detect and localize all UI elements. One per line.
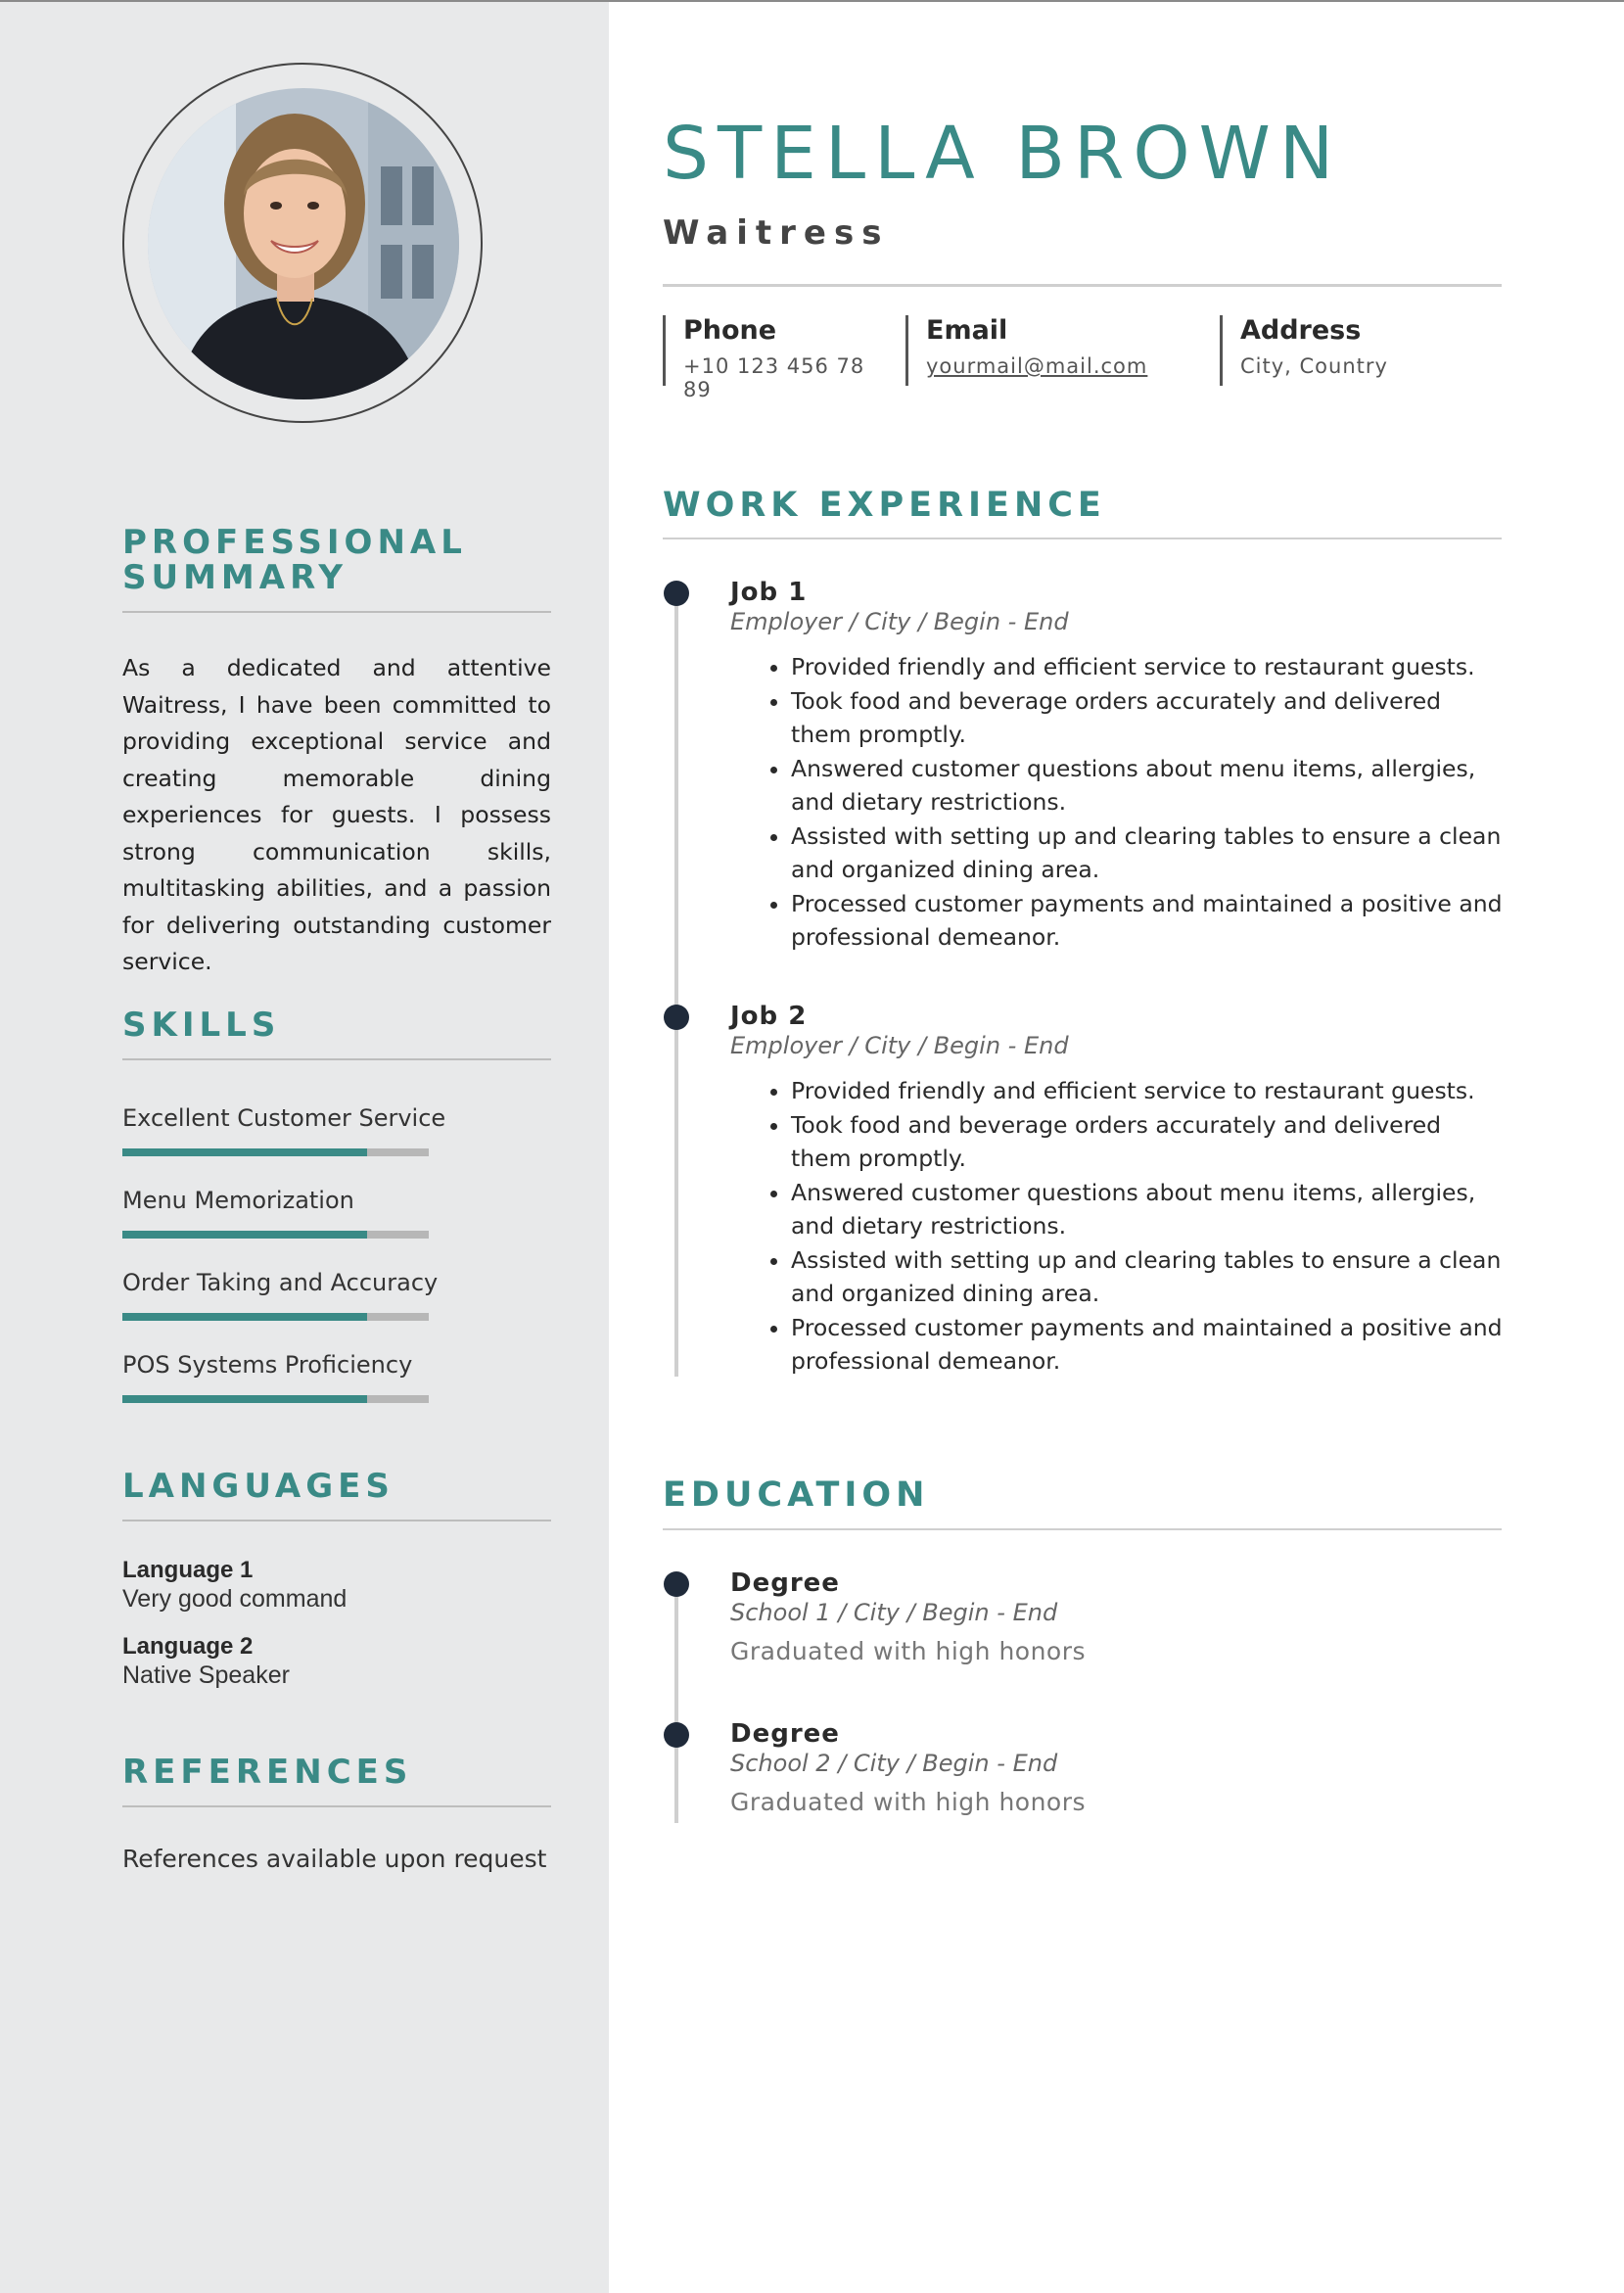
- bullet-item: • Assisted with setting up and clearing tables to ensure a clean and organized dining area.: [791, 1243, 1504, 1311]
- job-subtitle: Employer / City / Begin - End: [730, 608, 1069, 635]
- timeline-dot: [664, 1005, 689, 1030]
- work-experience-heading: WORK EXPERIENCE: [663, 486, 1106, 525]
- skill-bar: [122, 1395, 429, 1403]
- skill-item: [122, 1186, 551, 1239]
- skills-list: [122, 1103, 551, 1403]
- bullet-item: • Provided friendly and efficient service to restaurant guests.: [791, 1074, 1504, 1108]
- email-label: Email: [926, 315, 1008, 346]
- timeline-dot: [664, 1722, 689, 1748]
- summary-text: As a dedicated and attentive Waitress, I have been committed to providing exceptional service and creating memorable dining experiences for guests. I possess strong communication skills, multitasking abilities, and a passion for delivering outstanding customer service.: [122, 654, 551, 975]
- education-timeline-line: [674, 1584, 678, 1823]
- header-divider: [663, 284, 1502, 287]
- references-text: References available upon request: [122, 1845, 547, 1873]
- divider: [122, 1805, 551, 1807]
- timeline-dot: [664, 581, 689, 606]
- bullet-item: • Answered customer questions about menu items, allergies, and dietary restrictions.: [791, 1176, 1504, 1243]
- email-link[interactable]: yourmail@mail.com: [926, 354, 1148, 378]
- profile-photo: [148, 88, 459, 399]
- divider: [122, 1520, 551, 1521]
- bullet-item: • Processed customer payments and maintained a positive and professional demeanor.: [791, 887, 1504, 955]
- education-note: Graduated with high honors: [730, 1788, 1087, 1816]
- skill-bar: [122, 1231, 429, 1239]
- skill-item: [122, 1268, 551, 1321]
- job-subtitle: Employer / City / Begin - End: [730, 1032, 1069, 1059]
- bullet-item: • Provided friendly and efficient service to restaurant guests.: [791, 650, 1504, 684]
- job-entry: [730, 1002, 1504, 1379]
- timeline-dot: [664, 1571, 689, 1597]
- divider: [122, 611, 551, 613]
- references-heading: REFERENCES: [122, 1753, 413, 1792]
- candidate-name: STELLA BROWN: [663, 112, 1343, 196]
- skill-bar-fill: [122, 1148, 367, 1156]
- summary-heading: [122, 525, 551, 595]
- job-bullets: [730, 650, 1504, 955]
- job-entry: [730, 578, 1504, 955]
- divider: [663, 538, 1502, 539]
- bullet-item: • Assisted with setting up and clearing tables to ensure a clean and organized dining area.: [791, 819, 1504, 887]
- bullet-item: • Answered customer questions about menu items, allergies, and dietary restrictions.: [791, 752, 1504, 819]
- languages-heading: LANGUAGES: [122, 1467, 394, 1506]
- language-level: Very good command: [122, 1585, 348, 1613]
- phone-label: Phone: [683, 315, 777, 346]
- divider: [122, 1058, 551, 1060]
- bullet-item: • Took food and beverage orders accurately and delivered them promptly.: [791, 1108, 1504, 1176]
- education-entry: [730, 1719, 1504, 1816]
- skill-label: Excellent Customer Service: [122, 1104, 446, 1132]
- summary-heading-line2: SUMMARY: [122, 558, 348, 597]
- phone-value: +10 123 456 78 89: [683, 354, 865, 401]
- language-item: [122, 1633, 551, 1690]
- bullet-item: • Took food and beverage orders accurately and delivered them promptly.: [791, 684, 1504, 752]
- language-name: Language 1: [122, 1557, 254, 1583]
- job-bullets: [730, 1074, 1504, 1379]
- language-item: [122, 1557, 551, 1614]
- contact-phone: [663, 315, 888, 401]
- summary-section: [122, 525, 551, 981]
- languages-section: [122, 1469, 551, 1690]
- work-timeline-line: [674, 593, 678, 1377]
- skill-bar-fill: [122, 1395, 367, 1403]
- skill-label: POS Systems Proficiency: [122, 1351, 413, 1379]
- skill-item: [122, 1350, 551, 1403]
- divider: [663, 1528, 1502, 1530]
- skill-label: Menu Memorization: [122, 1187, 354, 1214]
- skill-bar: [122, 1313, 429, 1321]
- summary-heading-line1: PROFESSIONAL: [122, 523, 467, 562]
- degree-title: Degree: [730, 1568, 840, 1598]
- school-subtitle: School 2 / City / Begin - End: [730, 1750, 1058, 1777]
- references-section: [122, 1755, 551, 1873]
- skills-section: [122, 1007, 551, 1403]
- education-entry: [730, 1568, 1504, 1665]
- skill-bar: [122, 1148, 429, 1156]
- job-title: Waitress: [663, 213, 890, 253]
- language-name: Language 2: [122, 1633, 254, 1660]
- address-label: Address: [1240, 315, 1362, 346]
- language-level: Native Speaker: [122, 1661, 290, 1689]
- school-subtitle: School 1 / City / Begin - End: [730, 1599, 1058, 1626]
- skill-label: Order Taking and Accuracy: [122, 1269, 439, 1296]
- education-heading: EDUCATION: [663, 1475, 930, 1515]
- address-value: City, Country: [1240, 354, 1388, 378]
- contact-address: [1220, 315, 1455, 386]
- bullet-item: • Processed customer payments and maintained a positive and professional demeanor.: [791, 1311, 1504, 1379]
- skill-bar-fill: [122, 1231, 367, 1239]
- degree-title: Degree: [730, 1719, 840, 1749]
- contact-email: [905, 315, 1199, 386]
- skill-item: [122, 1103, 551, 1156]
- skill-bar-fill: [122, 1313, 367, 1321]
- skills-heading: SKILLS: [122, 1006, 281, 1045]
- job-title: Job 1: [730, 578, 808, 607]
- job-title: Job 2: [730, 1002, 808, 1031]
- education-note: Graduated with high honors: [730, 1637, 1087, 1665]
